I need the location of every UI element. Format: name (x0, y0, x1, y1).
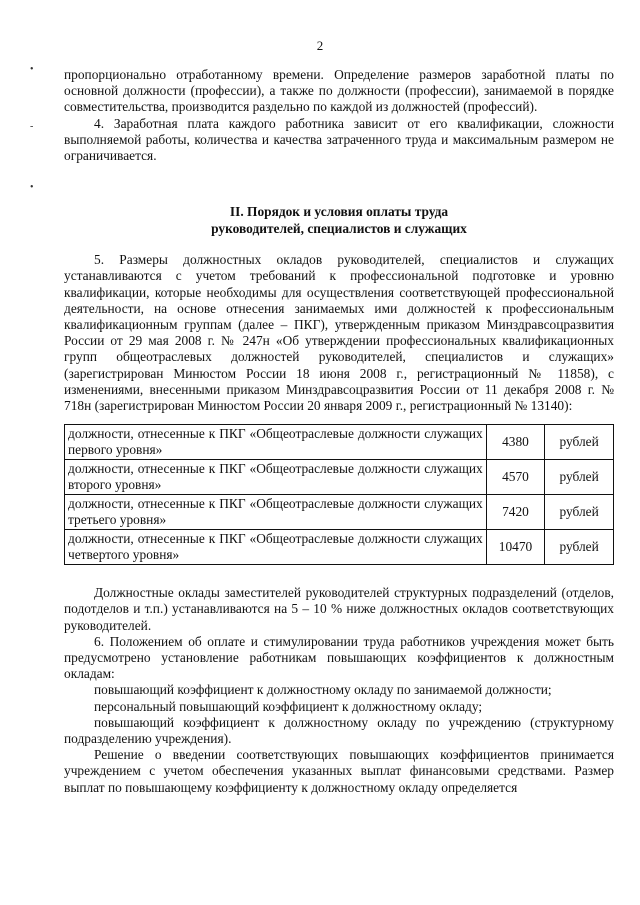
table-cell-description: должности, отнесенные к ПКГ «Общеотраслевые должности служащих второго уровня» (65, 460, 487, 495)
table-cell-unit: рублей (545, 530, 614, 565)
section-heading (64, 203, 614, 237)
coefficient-item: повышающий коэффициент к должностному окладу по учреждению (структурному подразделению учреждения). (64, 714, 614, 747)
table-row (65, 495, 614, 530)
page-number: 2 (316, 38, 324, 53)
section-heading-line2: руководителей, специалистов и служащих (211, 221, 467, 237)
coefficient-item: персональный повышающий коэффициент к должностному окладу; (94, 698, 483, 714)
table-row (65, 530, 614, 565)
table-cell-unit: рублей (545, 460, 614, 495)
table-cell-description: должности, отнесенные к ПКГ «Общеотраслевые должности служащих четвертого уровня» (65, 530, 487, 565)
document-body (64, 67, 614, 796)
paragraph-4: 4. Заработная плата каждого работника зависит от его квалификации, сложности выполняемой работы, количества и качества затраченного труда и максимальным размером не ограничивается. (64, 115, 614, 164)
paragraph-6: 6. Положением об оплате и стимулировании труда работников учреждения может быть предусмотрено установление работникам повышающих коэффициентов к должностным окладам: (64, 633, 614, 682)
table-cell-unit: рублей (545, 495, 614, 530)
table-cell-description: должности, отнесенные к ПКГ «Общеотраслевые должности служащих третьего уровня» (65, 495, 487, 530)
coefficient-item: повышающий коэффициент к должностному окладу по занимаемой должности; (94, 682, 552, 698)
table-row (65, 425, 614, 460)
table-cell-amount: 4380 (486, 425, 544, 460)
table-cell-amount: 10470 (486, 530, 544, 565)
table-cell-amount: 4570 (486, 460, 544, 495)
margin-mark: • (30, 182, 34, 193)
margin-mark: • (30, 64, 34, 75)
table-cell-description: должности, отнесенные к ПКГ «Общеотраслевые должности служащих первого уровня» (65, 425, 487, 460)
table-row (65, 460, 614, 495)
salary-table (64, 424, 614, 565)
decision-paragraph: Решение о введении соответствующих повышающих коэффициентов принимается учреждением с учетом обеспечения указанных выплат финансовыми средствами. Размер выплат по повышающему коэффициенту к должностному окладу определяется (64, 747, 614, 795)
deputy-paragraph: Должностные оклады заместителей руководителей структурных подразделений (отделов, подотделов и т.п.) устанавливаются на 5 – 10 % ниже должностных окладов соответствующих руководителей. (64, 585, 614, 633)
table-cell-unit: рублей (545, 425, 614, 460)
table-cell-amount: 7420 (486, 495, 544, 530)
margin-mark: - (30, 121, 34, 132)
paragraph-5: 5. Размеры должностных окладов руководителей, специалистов и служащих устанавливаются с учетом требований к профессиональной подготовке и уровню квалификации, которые необходимы для осуществления соответствующей профессиональной деятельности, на основе отнесения занимаемых ими должностей к профессиональным квалификационным группам (далее – ПКГ), утвержденным приказом Минздравсоцразвития России от 29 мая 2008 г. № 247н «Об утверждении профессиональных квалификационных групп общеотраслевых должностей руководителей, специалистов и служащих» (зарегистрирован Минюстом России 18 июня 2008 г., регистрационный № 11858), с изменениями, внесенными приказом Минздравсоцразвития России от 11 декабря 2008 г. № 718н (зарегистрирован Минюстом России 20 января 2009 г., регистрационный № 13140): (64, 252, 614, 414)
intro-paragraph: пропорционально отработанному времени. Определение размеров заработной платы по основной должности (профессии), а также по должности (профессии), занимаемой в порядке совместительства, производится раздельно по каждой из должностей (профессий). (64, 67, 614, 115)
section-heading-line1: II. Порядок и условия оплаты труда (229, 204, 449, 220)
